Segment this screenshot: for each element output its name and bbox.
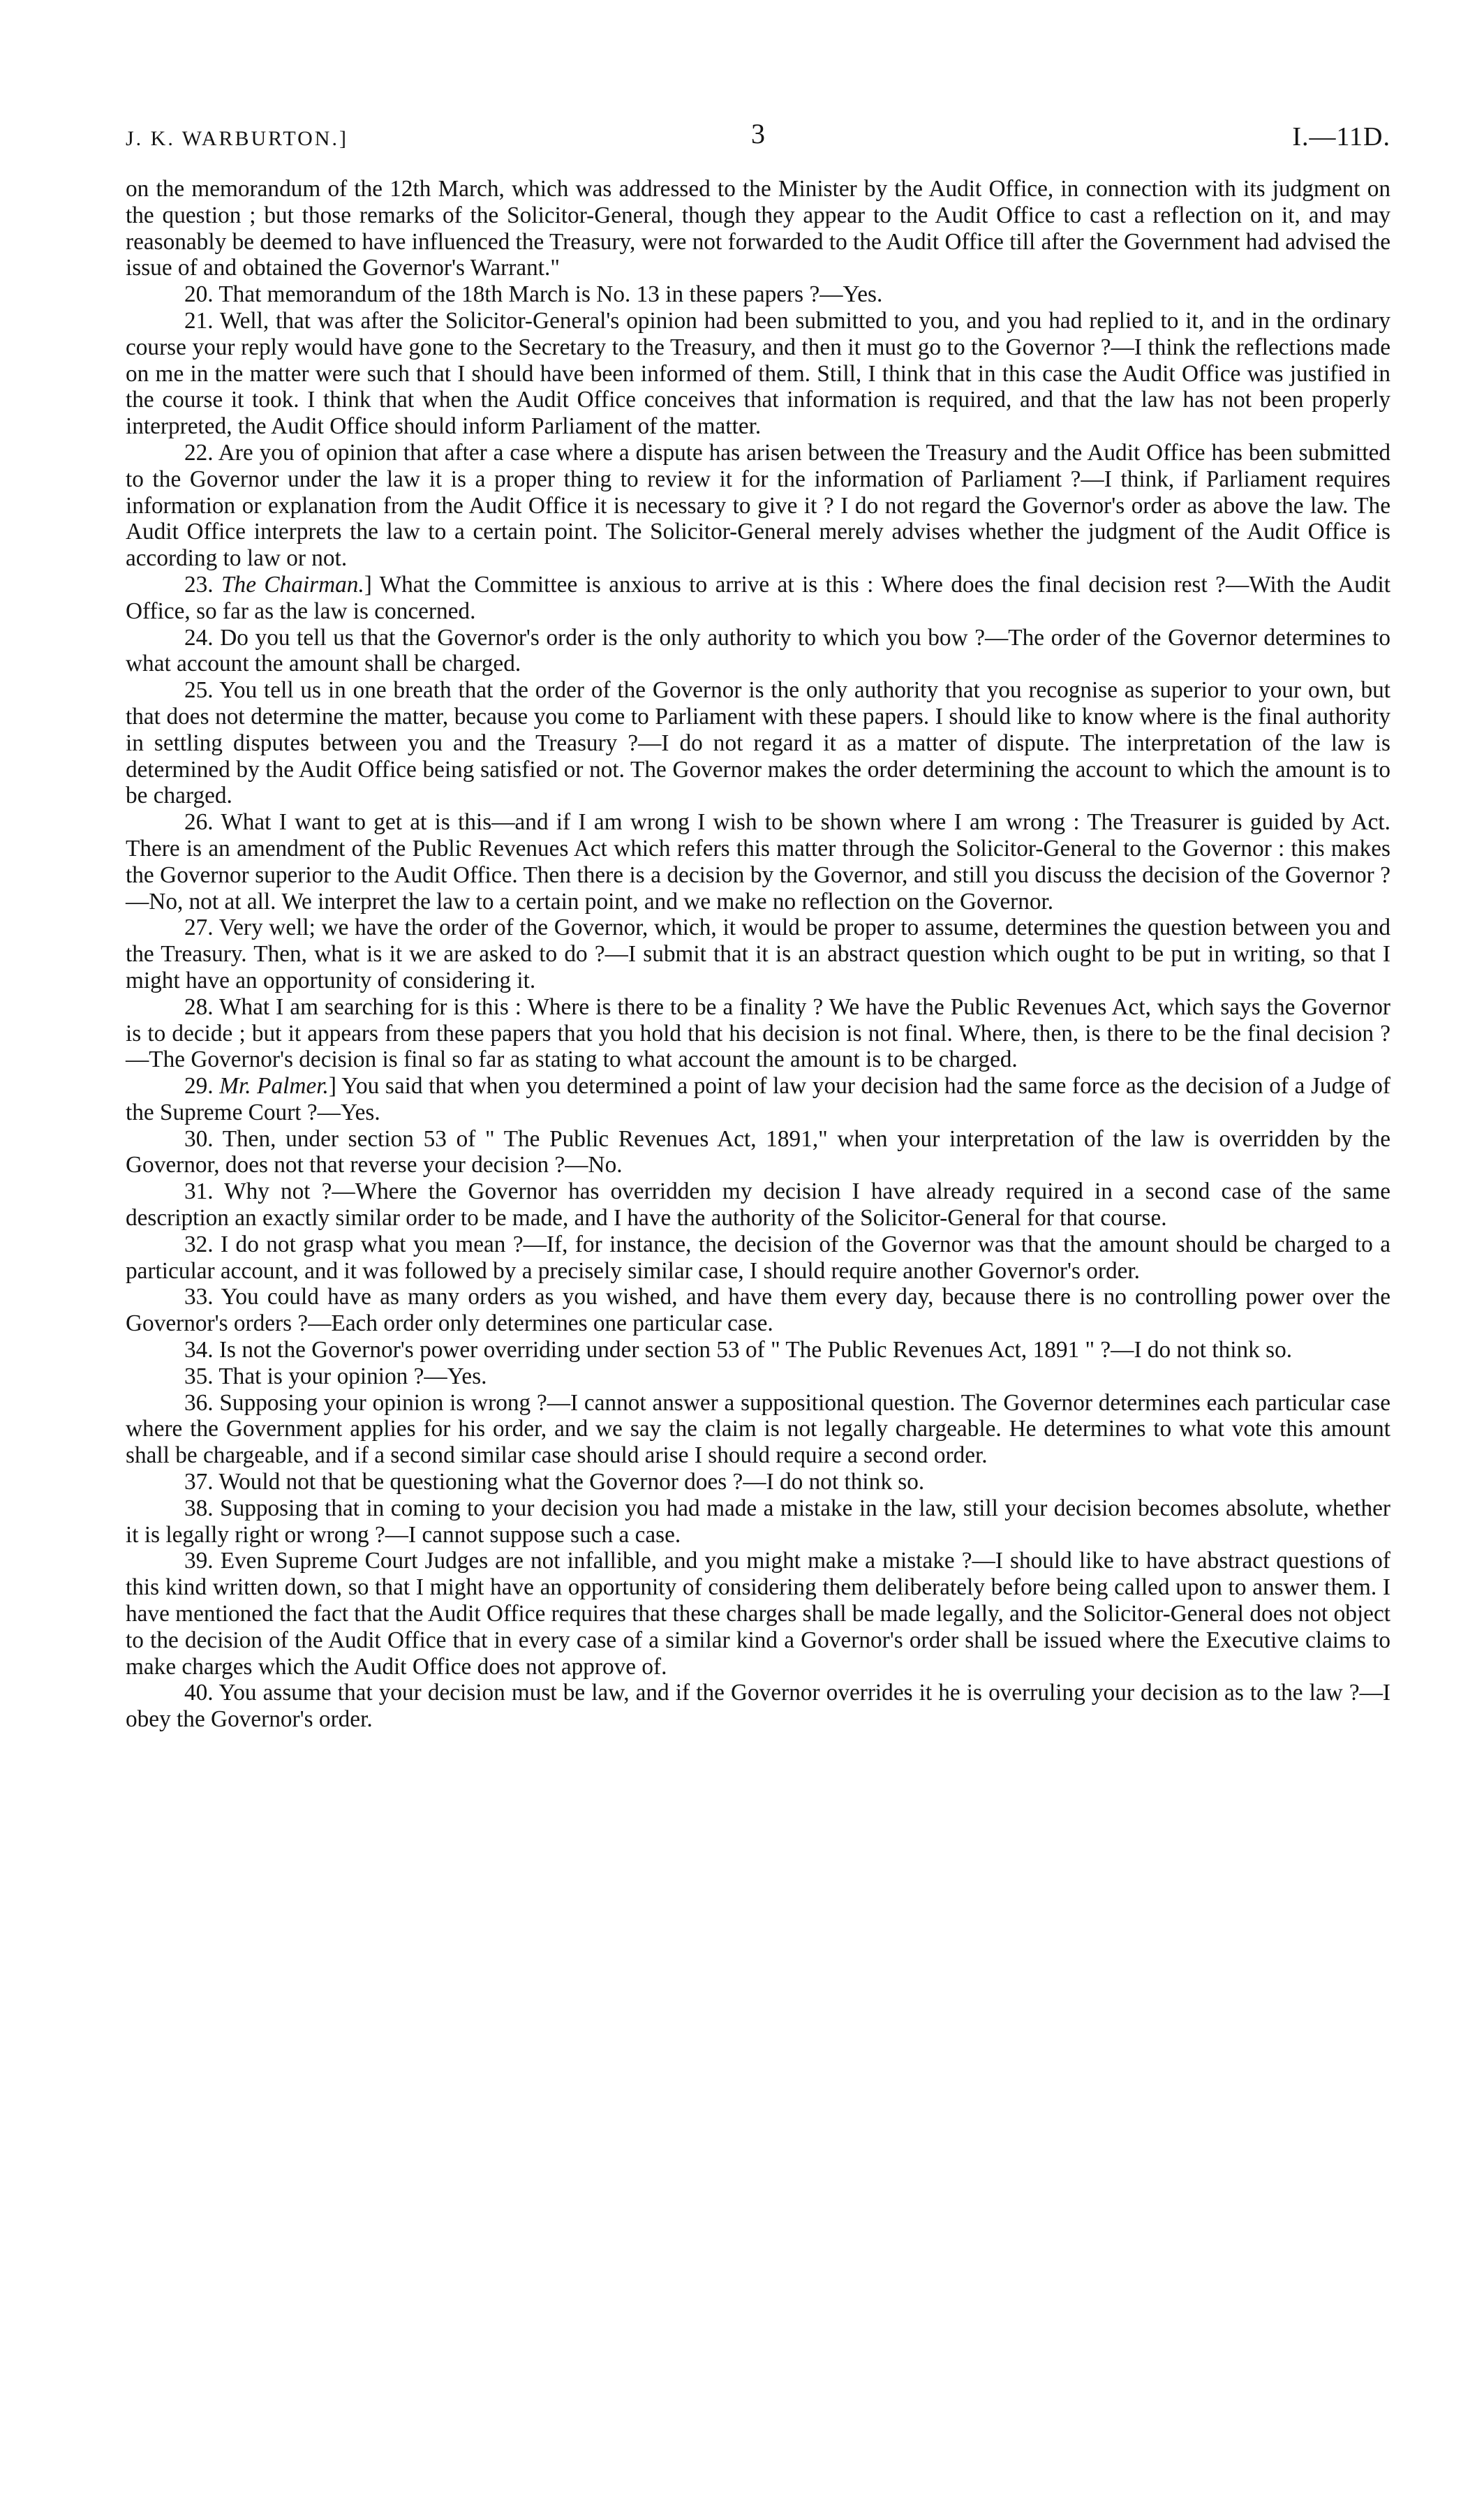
question-paragraph: 34. Is not the Governor's power overriding under section 53 of " The Public Revenues Act, 1891 " ?—I do not think so.: [184, 1337, 1293, 1363]
question-paragraph: 21. Well, that was after the Solicitor-General's opinion had been submitted to you, and you had replied to it, and in the ordinary course your reply would have gone to the Secretary to the Treasury, and then it must go to the Governor ?—I think the reflections made on me in the matter were such that I should have been informed of them. Still, I think that in this case the Audit Office was justified in the course it took. I think that when the Audit Office conceives that information is required, and that the law has not been properly interpreted, the Audit Office should inform Parliament of the matter.: [126, 307, 1390, 440]
question-paragraph: 20. That memorandum of the 18th March is No. 13 in these papers ?—Yes.: [184, 281, 883, 308]
question-paragraph: 39. Even Supreme Court Judges are not infallible, and you might make a mistake ?—I should like to have abstract questions of this kind written down, so that I might have an opportunity of considering them deliberately before being called upon to answer them. I have mentioned the fact that the Audit Office requires that these charges shall be made legally, and the Solicitor-General does not object to the decision of the Audit Office that in every case of a similar kind a Governor's order shall be issued where the Executive claims to make charges which the Audit Office does not approve of.: [126, 1548, 1390, 1680]
page-header: [126, 117, 1390, 162]
question-paragraph: 36. Supposing your opinion is wrong ?—I cannot answer a suppositional question. The Governor determines each particular case where the Government applies for his order, and we say the claim is not legally chargeable. He determines to what vote this amount shall be chargeable, and if a second similar case should arise I should require a second order.: [126, 1389, 1390, 1469]
question-paragraph: 26. What I want to get at is this—and if I am wrong I wish to be shown where I am wrong : The Treasurer is guided by Act. There is an amendment of the Public Revenues Act which refers this matter through the Solicitor-General to the Governor : this makes the Governor superior to the Audit Office. Then there is a decision by the Governor, and still you discuss the decision of the Governor ?—No, not at all. We interpret the law to a certain point, and we make no reflection on the Governor.: [126, 809, 1390, 915]
continued-paragraph: on the memorandum of the 12th March, which was addressed to the Minister by the Audit Office, in connection with its judgment on the question ; but those remarks of the Solicitor-General, though they appear to the Audit Office to cast a reflection on it, and may reasonably be deemed to have influenced the Treasury, were not forwarded to the Audit Office till after the Government had advised the issue of and obtained the Governor's Warrant.": [126, 176, 1390, 281]
question-paragraph: 32. I do not grasp what you mean ?—If, for instance, the decision of the Governor was that the amount should be charged to a particular account, and it was followed by a precisely similar case, I should require another Governor's order.: [126, 1231, 1390, 1284]
question-paragraph: 37. Would not that be questioning what the Governor does ?—I do not think so.: [184, 1469, 925, 1495]
question-paragraph: 31. Why not ?—Where the Governor has overridden my decision I have already required in a second case of the same description an exactly similar order to be made, and I have the authority of the Solicitor-General for that course.: [126, 1178, 1390, 1232]
question-paragraph: 27. Very well; we have the order of the Governor, which, it would be proper to assume, determines the question between you and the Treasury. Then, what is it we are asked to do ?—I submit that it is an abstract question which ought to be put in writing, so that I might have an opportunity of considering it.: [126, 915, 1390, 993]
question-paragraph: 25. You tell us in one breath that the order of the Governor is the only authority that you recognise as superior to your own, but that does not determine the matter, because you come to Parliament with these papers. I should like to know where is the final authority in settling disputes between you and the Treasury ?—I do not regard it as a matter of dispute. The interpretation of the law is determined by the Audit Office being satisfied or not. The Governor makes the order determining the account to which the amount is to be charged.: [126, 677, 1390, 809]
speaker-name: The Chairman.: [221, 571, 364, 598]
witness-name: J. K. WARBURTON.]: [126, 127, 348, 150]
question-paragraph: 40. You assume that your decision must be law, and if the Governor overrides it he is overruling your decision as to the law ?—I obey the Governor's order.: [126, 1680, 1390, 1733]
document-body: [126, 176, 1390, 1733]
question-paragraph: 23. The Chairman.] What the Committee is anxious to arrive at is this : Where does the final decision rest ?—With the Audit Office, so far as the law is concerned.: [126, 571, 1390, 624]
question-paragraph: 22. Are you of opinion that after a case where a dispute has arisen between the Treasury and the Audit Office has been submitted to the Governor under the law it is a proper thing to review it for the information of Parliament ?—I think, if Parliament requires information or explanation from the Audit Office it is necessary to give it ? I do not regard the Governor's order as above the law. The Audit Office interprets the law to a certain point. The Solicitor-General merely advises whether the judgment of the Audit Office is according to law or not.: [126, 439, 1390, 572]
paper-reference: I.—11D.: [1292, 122, 1390, 151]
question-paragraph: 29. Mr. Palmer.] You said that when you determined a point of law your decision had the same force as the decision of a Judge of the Supreme Court ?—Yes.: [126, 1073, 1390, 1125]
question-paragraph: 30. Then, under section 53 of " The Public Revenues Act, 1891," when your interpretation of the law is overridden by the Governor, does not that reverse your decision ?—No.: [126, 1125, 1390, 1178]
question-paragraph: 33. You could have as many orders as you wished, and have them every day, because there is no controlling power over the Governor's orders ?—Each order only determines one particular case.: [126, 1284, 1390, 1337]
question-paragraph: 38. Supposing that in coming to your decision you had made a mistake in the law, still your decision becomes absolute, whether it is legally right or wrong ?—I cannot suppose such a case.: [126, 1495, 1390, 1548]
page-number: 3: [751, 118, 765, 149]
question-paragraph: 24. Do you tell us that the Governor's order is the only authority to which you bow ?—The order of the Governor determines to what account the amount shall be charged.: [126, 624, 1390, 677]
question-paragraph: 35. That is your opinion ?—Yes.: [184, 1363, 487, 1389]
question-paragraph: 28. What I am searching for is this : Where is there to be a finality ? We have the Public Revenues Act, which says the Governor is to decide ; but it appears from these papers that you hold that his decision is not final. Where, then, is there to be the final decision ?—The Governor's decision is final so far as stating to what account the amount is to be charged.: [126, 993, 1390, 1073]
speaker-name: Mr. Palmer.: [219, 1073, 329, 1100]
